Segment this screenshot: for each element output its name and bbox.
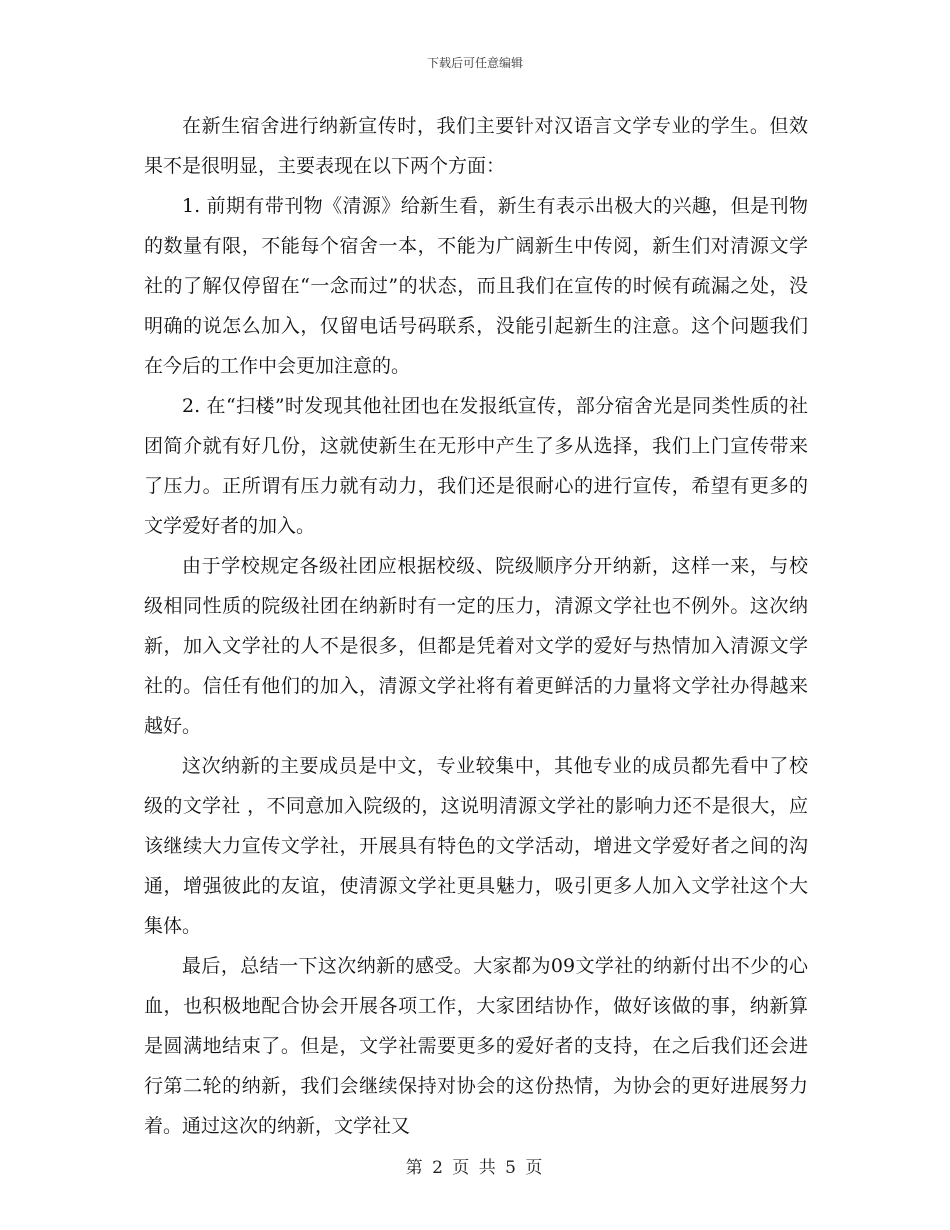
paragraph-point-2: 2. 在“扫楼”时发现其他社团也在发报纸宣传，部分宿舍光是同类性质的社团简介就有好几份，这就使新生在无形中产生了多从选择，我们上门宣传带来了压力。正所谓有压力就有动力，我们还是很耐心的进行宣传，希望有更多的文学爱好者的加入。 bbox=[144, 395, 808, 537]
paragraph-intro: 在新生宿舍进行纳新宣传时，我们主要针对汉语言文学专业的学生。但效果不是很明显，主要表现在以下两个方面： bbox=[144, 115, 808, 177]
paragraph-summary: 最后，总结一下这次纳新的感受。大家都为09文学社的纳新付出不少的心血，也积极地配合协会开展各项工作，大家团结协作，做好该做的事，纳新算是圆满地结束了。但是，文学社需要更多的爱好者的支持，在之后我们还会进行第二轮的纳新，我们会继续保持对协会的这份热情，为协会的更好进展努力着。通过这次的纳新，文学社又 bbox=[144, 955, 808, 1137]
paragraph-members: 这次纳新的主要成员是中文，专业较集中，其他专业的成员都先看中了校级的文学社 ，不同意加入院级的，这说明清源文学社的影响力还不是很大，应该继续大力宣传文学社，开展具有特色的文学活动，增进文学爱好者之间的沟通，增强彼此的友谊，使清源文学社更具魅力，吸引更多人加入文学社这个大集体。 bbox=[144, 755, 808, 937]
paragraph-point-1: 1. 前期有带刊物《清源》给新生看，新生有表示出极大的兴趣，但是刊物的数量有限，不能每个宿舍一本，不能为广阔新生中传阅，新生们对清源文学社的了解仅停留在“一念而过”的状态，而且我们在宣传的时候有疏漏之处，没明确的说怎么加入，仅留电话号码联系，没能引起新生的注意。这个问题我们在今后的工作中会更加注意的。 bbox=[144, 195, 808, 377]
document-body bbox=[144, 106, 808, 1146]
paragraph-school-rules: 由于学校规定各级社团应根据校级、院级顺序分开纳新，这样一来，与校级相同性质的院级社团在纳新时有一定的压力，清源文学社也不例外。这次纳新，加入文学社的人不是很多，但都是凭着对文学的爱好与热情加入清源文学社的。信任有他们的加入，清源文学社将有着更鲜活的力量将文学社办得越来越好。 bbox=[144, 555, 808, 737]
page-number: 第 2 页 共 5 页 bbox=[405, 1158, 545, 1178]
page-header-note: 下载后可任意编辑 bbox=[426, 56, 523, 70]
